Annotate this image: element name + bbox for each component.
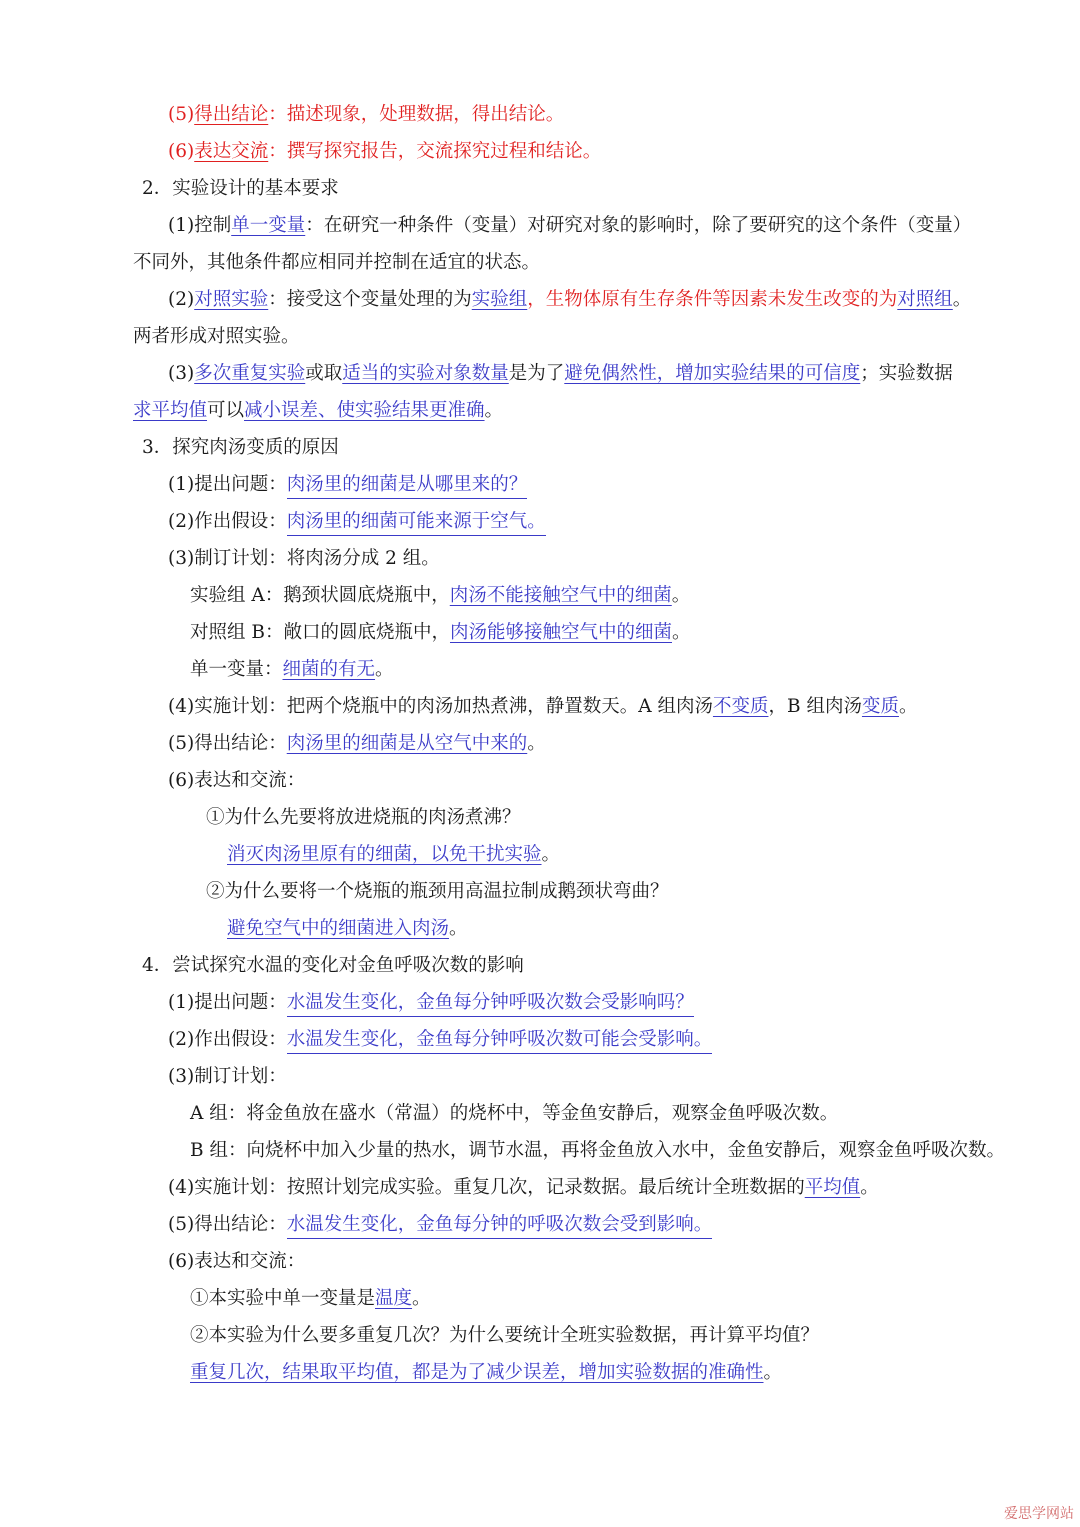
answer-blank: 平均值 bbox=[804, 1177, 861, 1198]
answer-blank: 避免空气中的细菌进入肉汤 bbox=[227, 918, 450, 939]
answer-blank: 水温发生变化，金鱼每分钟的呼吸次数会受到影响。 bbox=[287, 1214, 713, 1239]
s2-p3: (3)多次重复实验或取适当的实验对象数量是为了避免偶然性，增加实验结果的可信度；实验数据 bbox=[168, 363, 953, 384]
answer-blank: 变质 bbox=[861, 696, 899, 717]
answer-blank: 减小误差、使实验结果更准确 bbox=[244, 400, 485, 421]
answer-blank: 肉汤不能接触空气中的细菌 bbox=[449, 585, 672, 606]
answer-blank: 适当的实验对象数量 bbox=[342, 363, 509, 384]
s3-q3: (3)制订计划：将肉汤分成 2 组。 bbox=[168, 548, 440, 569]
answer-blank: 温度 bbox=[375, 1288, 413, 1309]
s3-item2-answer: 避免空气中的细菌进入肉汤。 bbox=[227, 918, 468, 939]
s4-group-b: B 组：向烧杯中加入少量的热水，调节水温，再将金鱼放入水中，金鱼安静后，观察金鱼呼吸次数。 bbox=[190, 1140, 1005, 1161]
answer-blank: 不变质 bbox=[712, 696, 769, 717]
s3-item2: ②为什么要将一个烧瓶的瓶颈用高温拉制成鹅颈状弯曲？ bbox=[206, 881, 669, 902]
answer-blank: 水温发生变化，金鱼每分钟呼吸次数可能会受影响。 bbox=[287, 1029, 713, 1054]
section4-heading: 4．尝试探究水温的变化对金鱼呼吸次数的影响 bbox=[142, 955, 524, 976]
s4-q5: (5)得出结论：水温发生变化，金鱼每分钟的呼吸次数会受到影响。 bbox=[168, 1212, 712, 1239]
s4-q4: (4)实施计划：按照计划完成实验。重复几次，记录数据。最后统计全班数据的平均值。 bbox=[168, 1177, 879, 1198]
site-watermark: 爱思学网站 bbox=[1004, 1506, 1074, 1522]
s3-q4: (4)实施计划：把两个烧瓶中的肉汤加热煮沸，静置数天。A 组肉汤不变质，B 组肉汤变质。 bbox=[168, 696, 918, 717]
s4-group-a: A 组：将金鱼放在盛水（常温）的烧杯中，等金鱼安静后，观察金鱼呼吸次数。 bbox=[190, 1103, 839, 1124]
s3-group-a: 实验组 A：鹅颈状圆底烧瓶中，肉汤不能接触空气中的细菌。 bbox=[190, 585, 691, 606]
s2-p3-cont: 求平均值可以减小误差、使实验结果更准确。 bbox=[133, 400, 504, 421]
s4-item2: ②本实验为什么要多重复几次？为什么要统计全班实验数据，再计算平均值？ bbox=[190, 1325, 820, 1346]
answer-blank: 实验组 bbox=[471, 289, 528, 310]
s3-q5: (5)得出结论：肉汤里的细菌是从空气中来的。 bbox=[168, 733, 546, 754]
answer-blank: 水温发生变化，金鱼每分钟呼吸次数会受影响吗？ bbox=[287, 992, 694, 1017]
s3-item1-answer: 消灭肉汤里原有的细菌，以免干扰实验。 bbox=[227, 844, 561, 865]
answer-blank: 重复几次，结果取平均值，都是为了减少误差，增加实验数据的准确性 bbox=[190, 1362, 764, 1383]
step5-key: 得出结论 bbox=[194, 104, 269, 125]
s4-item1: ①本实验中单一变量是温度。 bbox=[190, 1288, 431, 1309]
answer-blank: 求平均值 bbox=[133, 400, 208, 421]
answer-blank: 消灭肉汤里原有的细菌，以免干扰实验 bbox=[227, 844, 542, 865]
answer-blank: 避免偶然性，增加实验结果的可信度 bbox=[564, 363, 861, 384]
answer-blank: 对照实验 bbox=[194, 289, 269, 310]
s2-p1-cont: 不同外，其他条件都应相同并控制在适宜的状态。 bbox=[133, 252, 541, 273]
answer-blank: 多次重复实验 bbox=[194, 363, 306, 384]
s3-group-b: 对照组 B：敞口的圆底烧瓶中，肉汤能够接触空气中的细菌。 bbox=[190, 622, 691, 643]
s4-item2-answer: 重复几次，结果取平均值，都是为了减少误差，增加实验数据的准确性。 bbox=[190, 1362, 783, 1383]
section3-heading: 3．探究肉汤变质的原因 bbox=[142, 437, 339, 458]
section2-heading: 2．实验设计的基本要求 bbox=[142, 178, 339, 199]
step6-key: 表达交流 bbox=[194, 141, 269, 162]
s2-p1: (1)控制单一变量：在研究一种条件（变量）对研究对象的影响时，除了要研究的这个条件（变量） bbox=[168, 215, 972, 236]
step5-line: (5)得出结论：描述现象，处理数据，得出结论。 bbox=[168, 104, 565, 125]
answer-blank: 单一变量 bbox=[231, 215, 306, 236]
s3-item1: ①为什么先要将放进烧瓶的肉汤煮沸？ bbox=[206, 807, 521, 828]
step6-line: (6)表达交流：撰写探究报告，交流探究过程和结论。 bbox=[168, 141, 602, 162]
s3-variable: 单一变量：细菌的有无。 bbox=[190, 659, 394, 680]
answer-blank: 肉汤能够接触空气中的细菌 bbox=[449, 622, 672, 643]
answer-blank: 肉汤里的细菌是从哪里来的？ bbox=[287, 474, 528, 499]
s3-q2: (2)作出假设：肉汤里的细菌可能来源于空气。 bbox=[168, 509, 546, 536]
answer-blank: 细菌的有无 bbox=[282, 659, 376, 680]
answer-blank: 肉汤里的细菌可能来源于空气。 bbox=[287, 511, 546, 536]
answer-blank: 肉汤里的细菌是从空气中来的 bbox=[286, 733, 528, 754]
s4-q6: (6)表达和交流： bbox=[168, 1251, 306, 1272]
s4-q3: (3)制订计划： bbox=[168, 1066, 287, 1087]
answer-blank: 对照组 bbox=[897, 289, 953, 310]
s2-p2: (2)对照实验：接受这个变量处理的为实验组，生物体原有生存条件等因素未发生改变的为对照组。 bbox=[168, 289, 972, 310]
s3-q1: (1)提出问题：肉汤里的细菌是从哪里来的？ bbox=[168, 472, 527, 499]
s2-p2-cont: 两者形成对照实验。 bbox=[133, 326, 300, 347]
s4-q1: (1)提出问题：水温发生变化，金鱼每分钟呼吸次数会受影响吗？ bbox=[168, 990, 694, 1017]
s3-q6: (6)表达和交流： bbox=[168, 770, 306, 791]
s4-q2: (2)作出假设：水温发生变化，金鱼每分钟呼吸次数可能会受影响。 bbox=[168, 1027, 712, 1054]
